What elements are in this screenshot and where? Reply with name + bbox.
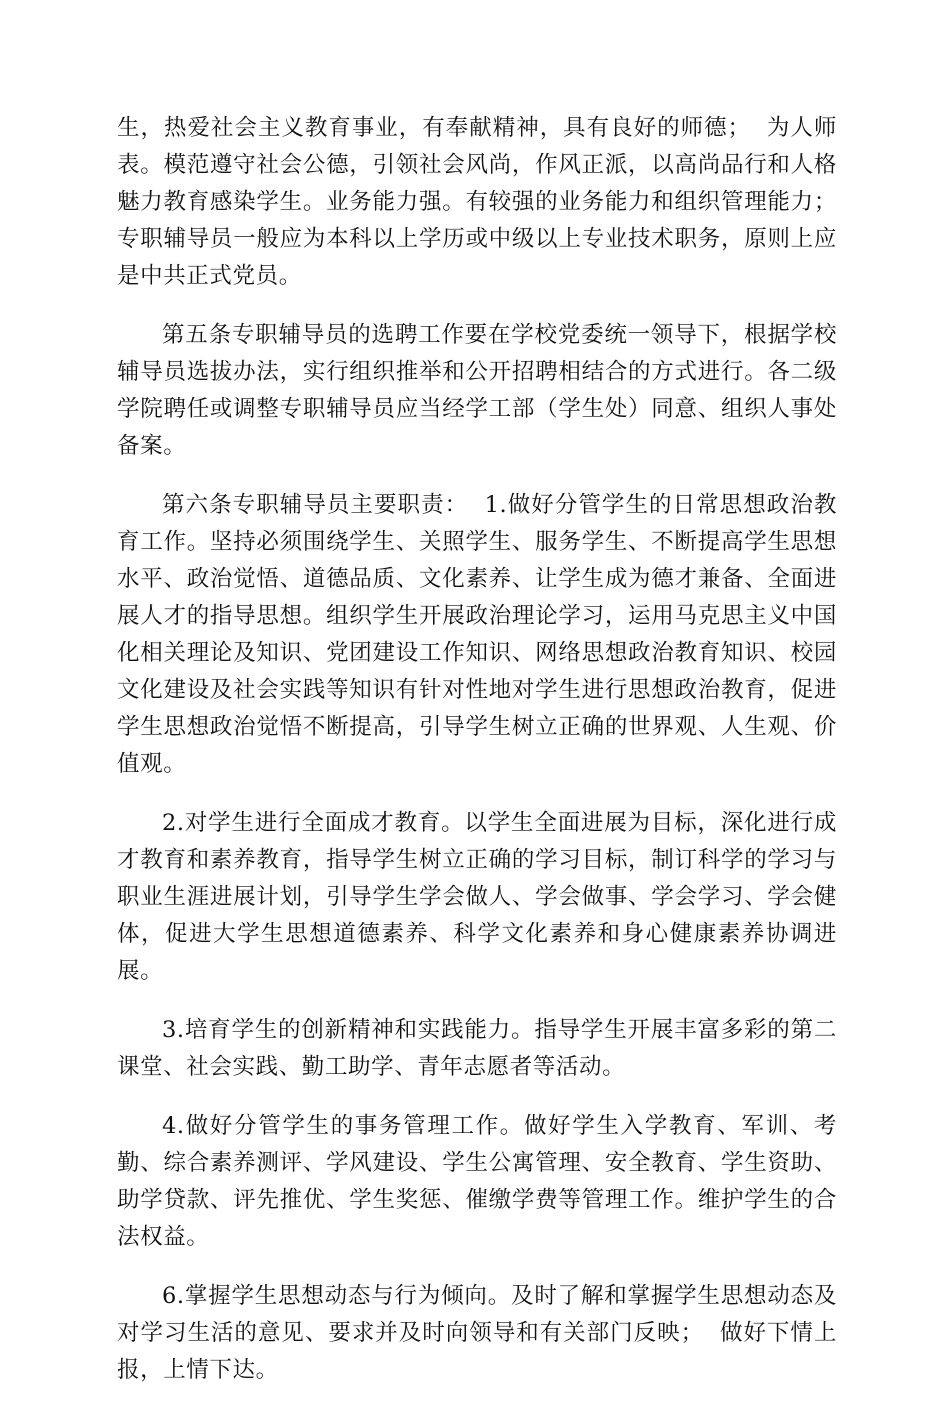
document-body [117, 110, 853, 1411]
paragraph-item-3: 3.培育学生的创新精神和实践能力。指导学生开展丰富多彩的第二课堂、社会实践、勤工助学、青年志愿者等活动。 [117, 1017, 837, 1080]
paragraph-item-2: 2.对学生进行全面成才教育。以学生全面进展为目标，深化进行成才教育和素养教育，指导学生树立正确的学习目标，制订科学的学习与职业生涯进展计划，引导学生学会做人、学会做事、学会学习、学会健体，促进大学生思想道德素养、科学文化素养和身心健康素养协调进展。 [117, 810, 837, 984]
paragraph-item-6: 6.掌握学生思想动态与行为倾向。及时了解和掌握学生思想动态及对学习生活的意见、要求并及时向领导和有关部门反映； 做好下情上报，上情下达。 [117, 1283, 837, 1383]
paragraph-item-4: 4.做好分管学生的事务管理工作。做好学生入学教育、军训、考勤、综合素养测评、学风建设、学生公寓管理、安全教育、学生资助、助学贷款、评先推优、学生奖惩、催缴学费等管理工作。维护学生的合法权益。 [117, 1113, 837, 1250]
paragraph-article-5: 第五条专职辅导员的选聘工作要在学校党委统一领导下，根据学校辅导员选拔办法，实行组织推举和公开招聘相结合的方式进行。各二级学院聘任或调整专职辅导员应当经学工部（学生处）同意、组织人事处备案。 [117, 322, 837, 459]
paragraph-continuation: 生，热爱社会主义教育事业，有奉献精神，具有良好的师德； 为人师表。模范遵守社会公德，引领社会风尚，作风正派，以高尚品行和人格魅力教育感染学生。业务能力强。有较强的业务能力和组织管理能力； 专职辅导员一般应为本科以上学历或中级以上专业技术职务，原则上应是中共正式党员。 [117, 115, 853, 289]
paragraph-article-6: 第六条专职辅导员主要职责： 1.做好分管学生的日常思想政治教育工作。坚持必须围绕学生、关照学生、服务学生、不断提高学生思想水平、政治觉悟、道德品质、文化素养、让学生成为德才兼备、全面进展人才的指导思想。组织学生开展政治理论学习，运用马克思主义中国化相关理论及知识、党团建设工作知识、网络思想政治教育知识、校园文化建设及社会实践等知识有针对性地对学生进行思想政治教育，促进学生思想政治觉悟不断提高，引导学生树立正确的世界观、人生观、价值观。 [117, 492, 837, 777]
